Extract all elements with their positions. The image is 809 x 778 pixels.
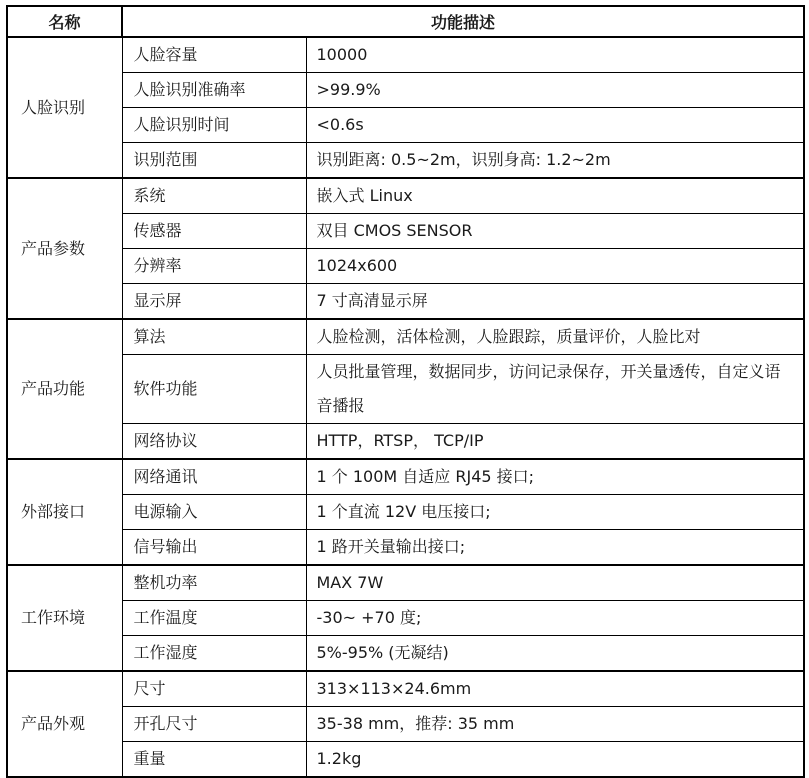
spec-table [6,5,805,778]
spec-value-cell: 5%-95% (无凝结) [306,636,804,672]
group-name-cell: 工作环境 [7,565,122,671]
spec-value-cell: 1 路开关量输出接口; [306,530,804,566]
spec-value-cell: 嵌入式 Linux [306,178,804,214]
spec-label-cell: 开孔尺寸 [122,707,306,742]
table-row [7,495,804,530]
spec-label-cell: 信号输出 [122,530,306,566]
group-name-cell: 产品外观 [7,671,122,777]
spec-value-cell: 1.2kg [306,742,804,778]
spec-label-cell: 重量 [122,742,306,778]
spec-label-cell: 电源输入 [122,495,306,530]
spec-value-cell: 人脸检测，活体检测，人脸跟踪，质量评价，人脸比对 [306,319,804,355]
spec-value-cell: -30~ +70 度; [306,601,804,636]
spec-label-cell: 显示屏 [122,284,306,320]
header-description-cell: 功能描述 [122,6,804,37]
spec-value-cell: 识别距离: 0.5~2m，识别身高: 1.2~2m [306,143,804,179]
spec-label-cell: 工作温度 [122,601,306,636]
spec-label-cell: 算法 [122,319,306,355]
table-row [7,530,804,566]
spec-value-cell: 1 个 100M 自适应 RJ45 接口; [306,459,804,495]
table-row [7,214,804,249]
table-row [7,319,804,355]
spec-value-cell: <0.6s [306,108,804,143]
spec-label-cell: 人脸识别准确率 [122,73,306,108]
spec-value-cell: 1 个直流 12V 电压接口; [306,495,804,530]
header-row [7,6,804,37]
table-row [7,459,804,495]
spec-label-cell: 分辨率 [122,249,306,284]
table-row [7,424,804,460]
table-row [7,707,804,742]
table-row [7,601,804,636]
spec-label-cell: 软件功能 [122,355,306,424]
table-row [7,355,804,424]
spec-value-cell: 35-38 mm，推荐: 35 mm [306,707,804,742]
spec-value-cell: 1024x600 [306,249,804,284]
table-row [7,284,804,320]
spec-value-cell: >99.9% [306,73,804,108]
table-row [7,249,804,284]
spec-label-cell: 传感器 [122,214,306,249]
table-row [7,108,804,143]
spec-table-body [7,37,804,777]
group-name-cell: 人脸识别 [7,37,122,178]
spec-value-cell: HTTP，RTSP， TCP/IP [306,424,804,460]
spec-value-cell: 人员批量管理，数据同步，访问记录保存，开关量透传，自定义语音播报 [306,355,804,424]
table-row [7,178,804,214]
spec-label-cell: 人脸容量 [122,37,306,73]
spec-label-cell: 人脸识别时间 [122,108,306,143]
group-name-cell: 外部接口 [7,459,122,565]
group-name-cell: 产品功能 [7,319,122,459]
header-name-cell: 名称 [7,6,122,37]
spec-label-cell: 尺寸 [122,671,306,707]
table-row [7,671,804,707]
spec-label-cell: 工作湿度 [122,636,306,672]
spec-value-cell: 313×113×24.6mm [306,671,804,707]
spec-label-cell: 网络通讯 [122,459,306,495]
spec-label-cell: 网络协议 [122,424,306,460]
group-name-cell: 产品参数 [7,178,122,319]
table-row [7,73,804,108]
table-row [7,636,804,672]
spec-label-cell: 整机功率 [122,565,306,601]
spec-value-cell: MAX 7W [306,565,804,601]
table-row [7,742,804,778]
spec-value-cell: 10000 [306,37,804,73]
table-row [7,143,804,179]
table-row [7,565,804,601]
spec-label-cell: 识别范围 [122,143,306,179]
spec-value-cell: 7 寸高清显示屏 [306,284,804,320]
spec-label-cell: 系统 [122,178,306,214]
table-header [7,6,804,37]
table-row [7,37,804,73]
spec-value-cell: 双目 CMOS SENSOR [306,214,804,249]
